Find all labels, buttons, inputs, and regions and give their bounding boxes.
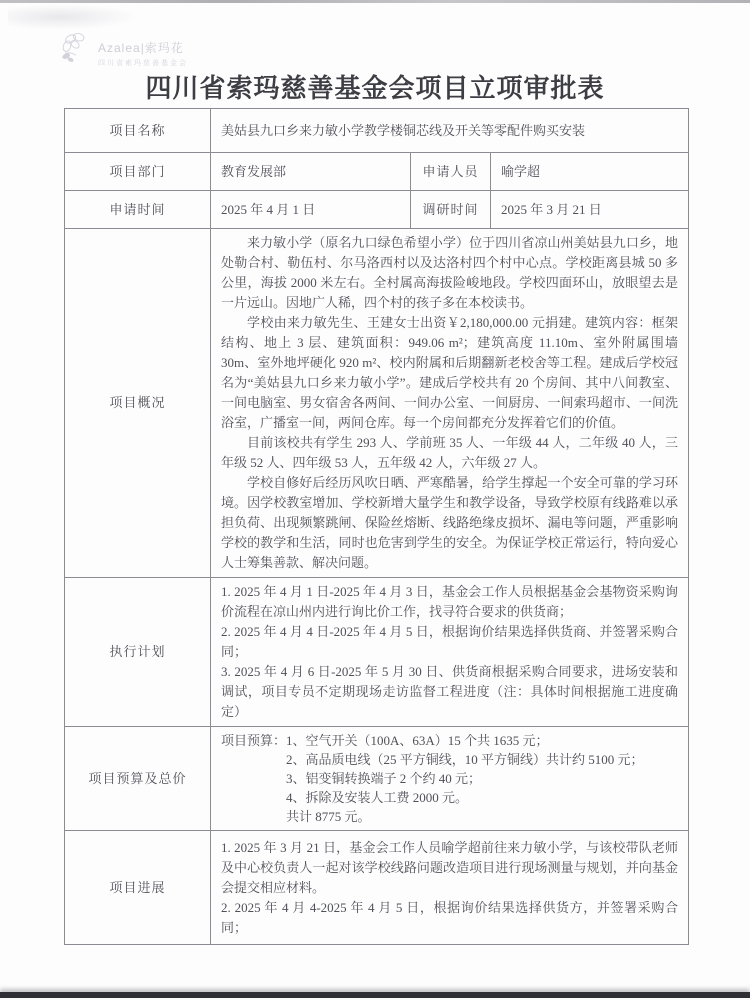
azalea-flower-icon xyxy=(58,30,94,66)
budget-item: 2、高品质电线（25 平方铜线，10 平方铜线）共计约 5100 元； xyxy=(286,752,644,767)
scan-edge-bottom xyxy=(0,992,750,998)
logo-sub-text: 四川省索玛慈善基金会 xyxy=(98,60,188,67)
plan-item: 1. 2025 年 4 月 1 日-2025 年 4 月 3 日，基金会工作人员根据基金会基物资采购询价流程在凉山州内进行询比价工作，找寻符合要求的供货商； xyxy=(221,584,679,619)
project-name-label: 项目名称 xyxy=(65,109,211,153)
foundation-logo xyxy=(58,30,188,68)
department-label: 项目部门 xyxy=(65,153,211,191)
budget-total: 共计 8775 元。 xyxy=(286,809,371,824)
budget-content xyxy=(211,727,689,831)
progress-content xyxy=(211,831,689,945)
table-row-budget xyxy=(65,727,689,831)
page-title: 四川省索玛慈善基金会项目立项审批表 xyxy=(145,74,605,103)
table-row-progress xyxy=(65,831,689,945)
budget-item: 4、拆除及安装人工费 2000 元。 xyxy=(286,790,469,805)
overview-content xyxy=(211,229,689,578)
logo-texts xyxy=(98,30,188,68)
applicant-value: 喻学超 xyxy=(491,153,689,191)
project-name-value: 美姑县九口乡来力敏小学教学楼铜芯线及开关等零配件购买安装 xyxy=(211,109,689,153)
progress-item: 1. 2025 年 3 月 21 日，基金会工作人员喻学超前往来力敏小学，与该校带队老师及中心校负责人一起对该学校线路问题改造项目进行现场测量与规划，并向基金会提交相应材料。 xyxy=(221,839,679,895)
table-row-overview xyxy=(65,229,689,578)
budget-prefix: 项目预算： xyxy=(221,733,287,748)
budget-item: 1、空气开关（100A、63A）15 个共 1635 元； xyxy=(286,733,549,748)
survey-date-value: 2025 年 3 月 21 日 xyxy=(491,191,689,229)
overview-paragraph: 目前该校共有学生 293 人、学前班 35 人、一年级 44 人，二年级 40 人，三年级 52 人、四年级 53 人，五年级 42 人，六年级 27 人。 xyxy=(221,435,679,470)
apply-date-label: 申请时间 xyxy=(65,191,211,229)
overview-paragraph: 学校自修好后经历风吹日晒、严寒酷暑，给学生撑起一个安全可靠的学习环境。因学校教室增加、学校新增大量学生和教学设备，导致学校原有线路难以承担负荷、出现频繁跳闸、保险丝熔断、线路绝缘皮损坏、漏电等问题，严重影响学校的教学和生活，同时也危害到学生的安全。为保证学校正常运行，特向爱心人士筹集善款、解决问题。 xyxy=(221,475,679,570)
applicant-label: 申请人员 xyxy=(411,153,491,191)
budget-item: 3、铝变铜转换端子 2 个约 40 元； xyxy=(286,771,482,786)
overview-paragraph: 学校由来力敏先生、王建女士出资￥2,180,000.00 元捐建。建筑内容：框架结构、地上 3 层、建筑面积：949.06 m²；建筑高度 11.10m、室外附属围墙 30m、室外地坪硬化 920 m²、校内附属和后期翻新老校舍等工程。建成后学校冠名为“美姑县九口乡来力敏小学”。建成后学校共有 20 个房间、其中八间教室、一间电脑室、男女宿舍各两间、一间办公室、一间厨房、一间索玛超市、一间洗浴室，广播室一间，两间仓库。每一个房间都充分发挥着它们的价值。 xyxy=(221,315,679,430)
overview-paragraph: 来力敏小学（原名九口绿色希望小学）位于四川省凉山州美姑县九口乡，地处勒合村、勒伍村、尔马洛西村以及达洛村四个村中心点。学校距离县城 50 多公里，海拔 2000 米左右。全村属高海拔险峻地段。学校四面环山，放眼望去是一片远山。因地广人稀，四个村的孩子多在本校读书。 xyxy=(221,235,679,310)
budget-label: 项目预算及总价 xyxy=(65,727,211,831)
logo-brand-text: Azalea|索玛花 xyxy=(98,41,184,55)
overview-label: 项目概况 xyxy=(65,229,211,578)
plan-item: 3. 2025 年 4 月 6 日-2025 年 5 月 30 日、供货商根据采购合同要求，进场安装和调试，项目专员不定期现场走访监督工程进度（注：具体时间根据施工进度确定） xyxy=(221,664,679,719)
scan-edge-top xyxy=(0,0,750,3)
department-value: 教育发展部 xyxy=(211,153,411,191)
plan-item: 2. 2025 年 4 月 4 日-2025 年 4 月 5 日，根据询价结果选择供货商、并签署采购合同； xyxy=(221,624,679,659)
progress-label: 项目进展 xyxy=(65,831,211,945)
table-row-project-name xyxy=(65,109,689,153)
table-row-dates xyxy=(65,191,689,229)
approval-form-table xyxy=(64,108,689,945)
scan-smudge xyxy=(8,4,138,30)
apply-date-value: 2025 年 4 月 1 日 xyxy=(211,191,411,229)
plan-label: 执行计划 xyxy=(65,578,211,727)
plan-content xyxy=(211,578,689,727)
progress-item: 2. 2025 年 4 月 4-2025 年 4 月 5 日，根据询价结果选择供货方，并签署采购合同； xyxy=(221,899,679,935)
survey-date-label: 调研时间 xyxy=(411,191,491,229)
table-row-plan xyxy=(65,578,689,727)
table-row-department xyxy=(65,153,689,191)
